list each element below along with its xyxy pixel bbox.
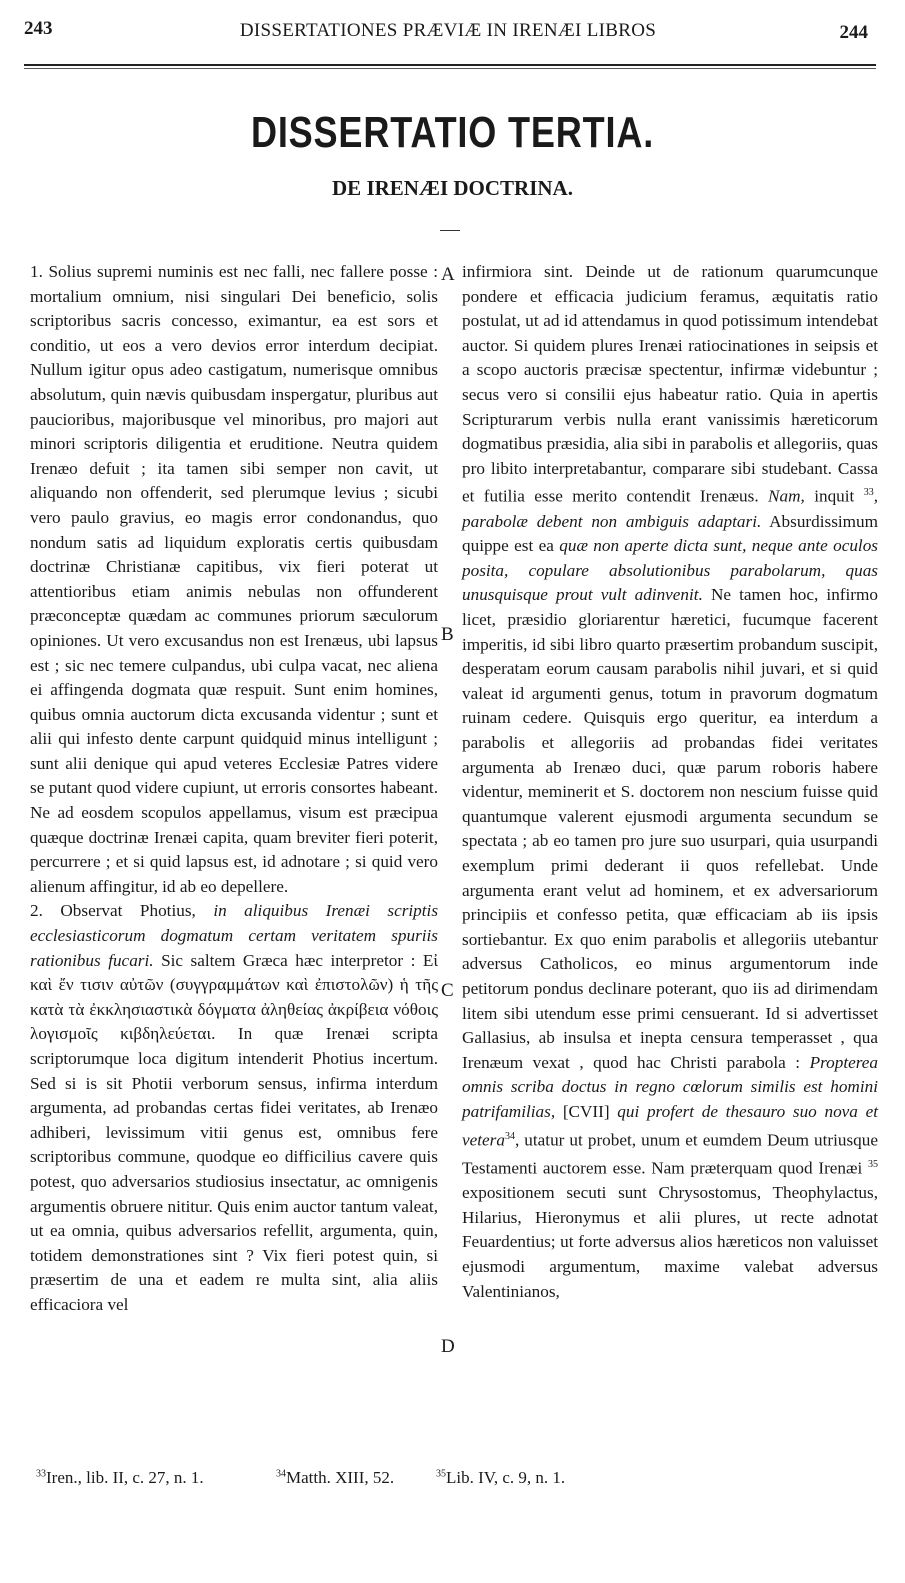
right-text-4: expositionem secuti sunt Chrysostomus, Theophylactus, Hilarius, Hieronymus et alii plures, ut recte adnotat Feuardentius; ut forte adversus alios hæreticos non valuisset ejusmodi argumentum, maxime valebat adversus Valentinianos, xyxy=(462,1183,878,1301)
footnote-33 xyxy=(36,1468,204,1488)
margin-letter-b: B xyxy=(441,624,454,645)
right-text-mid2: Absurdissimum quippe est ea xyxy=(462,511,878,556)
footnote-ref-34: 34 xyxy=(504,1130,515,1142)
right-text-3: , utatur ut probet, unum et eumdem Deum utriusque Testamenti auctorem esse. Nam præterquam quod Irenæi xyxy=(462,1130,878,1178)
title-divider xyxy=(440,230,460,231)
paragraph-2 xyxy=(30,899,438,1317)
right-text-2: Ne tamen hoc, infirmo licet, præsidio gloriarentur hæretici, fucumque facerent imperitis, id sibi libro quarto præsertim probandum suscipit, desperatam eorum causam parabolis nihil juvari, et si quid valeat id argumenti genus, totum in pravorum dogmatum ruinam cedere. Quisquis ergo queritur, ea interdum a parabolis et allegoriis ad probandas fidei veritates argumenta ab Irenæo duci, quæ parum roboris habere videntur, meminerit et S. doctorem non nescium fuisse quid quantumque valerent ejusmodi argumenta secundum se spectata ; ab eo tamen pro jure suo usurpari, quia usurpandi exemplum primi dederant ii quos refellebat. Unde argumenta erant velut ad hominem, et ex adversariorum principiis et confesso petita, quæ efficaciam ab iis ipsis sortiebantur. Ex quo enim parabolis et allegoriis utebantur adversus Catholicos, eo minus argumentorum inde petitorum pondus declinare poterant, quo iis ad dirimendam litem sibi utendum esse primi censuerant. Id si advertisset Gallasius, ab insulsa et inepta censura temperasset , qua Irenæum vexat , quod hac Christi parabola : xyxy=(462,585,878,1072)
right-column xyxy=(462,260,878,1304)
right-text-mid: inquit xyxy=(804,487,864,507)
right-paragraph xyxy=(462,260,878,1304)
right-italic-b: , parabolæ debent non ambiguis adaptari. xyxy=(462,487,878,531)
running-title: DISSERTATIONES PRÆVIÆ IN IRENÆI LIBROS xyxy=(239,20,657,41)
dissertation-title: DISSERTATIO TERTIA. xyxy=(250,108,655,157)
footnote-text: Iren., lib. II, c. 27, n. 1. xyxy=(46,1468,204,1487)
left-column xyxy=(30,260,438,1318)
footnote-num: 35 xyxy=(436,1468,446,1480)
footnote-num: 33 xyxy=(36,1468,46,1480)
paragraph-1: 1. Solius supremi numinis est nec falli, nec fallere posse : mortalium omnium, nisi singulari Dei beneficio, solis scriptoribus sacris concesso, eximantur, ea est sors et conditio, ut eos a vero devios error interdum decipiat. Nullum igitur opus adeo castigatum, numerisque omnibus absolutum, quin nævis quibusdam inspergatur, pluribus aut paucioribus, majoribusque vel minoribus, pro majori aut minori scriptoris diligentia et eruditione. Neutra quidem Irenæo defuit ; ita tamen sibi semper non cavit, ut aliquando non offenderit, sed plerumque levius ; sicubi vero paulo gravius, eo magis error condonandus, quo nondum satis ad liquidum exploratis certis quibusdam doctrinæ Christianæ capitibus, vix fieri poterat ut attentioribus etiam animis nebulas non offunderent præconceptæ quædam ac communes priorum sæculorum opiniones. Ut vero excusandus non est Irenæus, ubi lapsus est ; sic nec temere culpandus, ubi culpa vacat, nec aliena ei affingenda dogmata quæ respuit. Sunt enim homines, quibus omnia auctorum dicta excusanda videntur ; sunt et alii qui infesto dente carpunt quidquid minus intelligunt ; sunt alii denique qui apud veteres Ecclesiæ Patres videre se putant quod videre cupiunt, ut erroris consortes habeant. Ne ad eosdem scopulos appellamus, visum est præcipua quæque doctrinæ Irenæi capita, quam breviter fieri poterit, percurrere ; et si quid lapsus est, id adnotare ; si quid vero alienum affingitur, id ab eo depellere. xyxy=(30,262,438,896)
margin-letter-a: A xyxy=(441,264,455,285)
page-number-right: 244 xyxy=(839,22,868,43)
paragraph-2-start: 2. Observat Photius, xyxy=(30,901,214,921)
footnote-ref-35: 35 xyxy=(868,1158,878,1170)
margin-letter-d: D xyxy=(441,1336,455,1357)
header-rule xyxy=(24,64,876,66)
dissertation-subtitle: DE IRENÆI DOCTRINA. xyxy=(332,176,573,200)
footnote-num: 34 xyxy=(276,1468,286,1480)
right-italic-d: Propterea omnis scriba doctus in regno cœlorum similis est homini patrifamilias, xyxy=(462,1052,878,1121)
footnote-text: Lib. IV, c. 9, n. 1. xyxy=(446,1468,566,1487)
right-text-1: infirmiora sint. Deinde ut de rationum quarumcunque pondere et efficacia judicium feramus, æquitatis ratio postulat, ut ad id attendamus in quod potissimum intendebat auctor. Si quidem plures Irenæi ratiocinationes in seipsis et a scopo auctoris præcisæ spectentur, infirmæ videbuntur ; secus vero si consilii ejus habeatur ratio. Quia in apertis Scripturarum verbis nulla erant vanissimis hæreticorum dogmatibus præsidia, alia sibi in parabolis et allegoriis, quas pro libito interpretabantur, comparare sibi studebant. Cassa et futilia esse merito contendit Irenæus. xyxy=(462,262,878,507)
paragraph-2-italic: in aliquibus Irenæi scriptis ecclesiasticorum dogmatum certam veritatem spuriis rationibus fucari. xyxy=(30,901,439,970)
right-bracket: [CVII] xyxy=(555,1101,618,1121)
footnote-ref-33: 33 xyxy=(863,487,874,499)
paragraph-2-rest: Sic saltem Græca hæc interpretor : Εἰ καὶ ἔν τισιν αὐτῶν (συγγραμμάτων καὶ ἐπιστολῶν) ἡ τῆς κατὰ τὰ ἐκκλησιαστικὰ δόγματα ἀληθείας ἀκρίβεια νόθοις λογισμοῖς κιβδηλεύεται. In quæ Irenæi scripta scriptorumque loca digitum intenderit Photius incertum. Sed si is sit Photii verborum sensus, infirma interdum argumenta, ad probandas certas fidei veritates, ab Irenæo adhiberi, levissimum vitii genus est, omnibus fere scriptoribus commune, quodque eo difficilius cavere quis potest, quo adversarios studiosius insectatur, ac omnigenis argumentis obruere nititur. Quis enim auctor tantum valeat, ut ea omnia, quibus adversarios refellit, argumenta, quin, totidem demonstrationes sint ? Vix fieri potest quin, si præsertim de una et eadem re multa sint, alia aliis efficaciora vel xyxy=(30,950,438,1314)
footnote-34 xyxy=(276,1468,394,1488)
page-number-left: 243 xyxy=(24,18,53,39)
footnote-35 xyxy=(436,1468,565,1488)
right-italic-a: Nam, xyxy=(768,487,805,507)
right-italic-e: qui profert de thesauro suo nova et vetera xyxy=(462,1101,878,1150)
margin-letter-c: C xyxy=(441,980,454,1001)
header-rule-thin xyxy=(24,68,876,69)
running-header xyxy=(18,12,878,52)
right-italic-c: quæ non aperte dicta sunt, neque ante oculos posita, copulare absolutionibus parabolarum, quas unusquisque prout vult adinvenit. xyxy=(462,536,878,605)
footnote-text: Matth. XIII, 52. xyxy=(286,1468,395,1487)
